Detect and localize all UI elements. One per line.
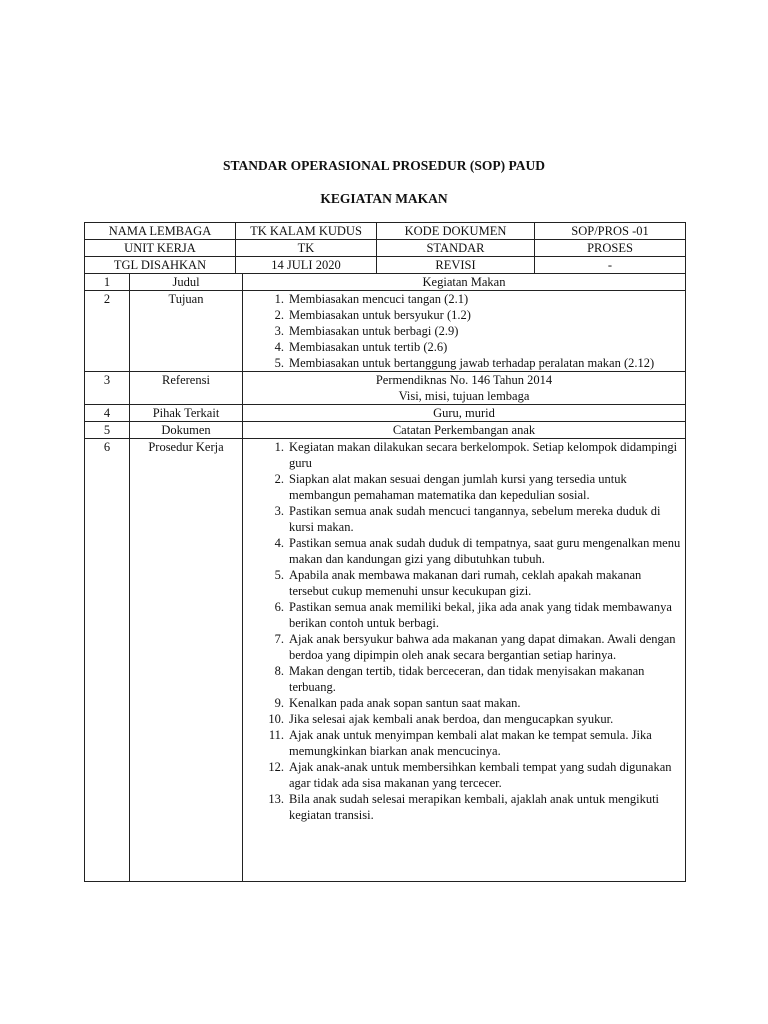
list-item [243,695,681,711]
row-number: 5 [85,422,130,439]
row-value: Catatan Perkembangan anak [243,422,686,439]
document-info-table [84,222,686,274]
row-label: Dokumen [130,422,243,439]
list-item-text: Membiasakan untuk bersyukur (1.2) [289,308,471,322]
list-item-text: Apabila anak membawa makanan dari rumah, ceklah apakah makanan tersebut cukup memenuhi unsur kecukupan gizi. [289,568,642,598]
row-prosedur-kerja [85,439,686,882]
referensi-line: Visi, misi, tujuan lembaga [398,389,530,403]
sop-content-table [84,273,686,882]
list-item-number: 3. [274,504,284,518]
list-item-number: 1. [274,440,284,454]
list-item [243,503,681,535]
info-label-cell: REVISI [377,257,535,274]
list-item-number: 4. [274,340,284,354]
list-item-text: Pastikan semua anak sudah mencuci tangannya, sebelum mereka duduk di kursi makan. [289,504,661,534]
info-value-cell: TK [236,240,377,257]
list-item-text: Ajak anak untuk menyimpan kembali alat makan ke tempat semula. Jika memungkinkan biarkan anak mencucinya. [289,728,652,758]
list-item-number: 1. [274,292,284,306]
info-row [85,257,686,274]
row-label: Judul [130,274,243,291]
list-item-text: Makan dengan tertib, tidak berceceran, dan tidak menyisakan makanan terbuang. [289,664,645,694]
tujuan-list-cell [243,291,686,372]
list-item-text: Membiasakan untuk tertib (2.6) [289,340,448,354]
row-number: 2 [85,291,130,372]
list-item [243,599,681,631]
info-row [85,240,686,257]
list-item-number: 7. [274,632,284,646]
list-item-number: 4. [274,536,284,550]
prosedur-list [243,439,681,823]
list-item [243,323,681,339]
list-item-number: 5. [274,356,284,370]
list-item-number: 2. [274,308,284,322]
list-item [243,339,681,355]
document-subtitle: KEGIATAN MAKAN [320,191,448,206]
info-label-cell: NAMA LEMBAGA [85,223,236,240]
row-pihak-terkait [85,405,686,422]
list-item-number: 6. [274,600,284,614]
row-number: 3 [85,372,130,405]
document-title: STANDAR OPERASIONAL PROSEDUR (SOP) PAUD [222,158,546,173]
list-item-text: Kenalkan pada anak sopan santun saat makan. [289,696,521,710]
row-label: Prosedur Kerja [130,439,243,882]
list-item-number: 9. [274,696,284,710]
list-item-number: 3. [274,324,284,338]
row-number: 1 [85,274,130,291]
list-item [243,439,681,471]
row-judul [85,274,686,291]
list-item-number: 11. [268,728,284,742]
info-label-cell: KODE DOKUMEN [377,223,535,240]
list-item-text: Ajak anak-anak untuk membersihkan kembali tempat yang sudah digunakan agar tidak ada sisa makanan yang tercecer. [289,760,672,790]
list-item-text: Pastikan semua anak sudah duduk di tempatnya, saat guru mengenalkan menu makan dan kandungan gizi yang dibutuhkan tubuh. [289,536,681,566]
row-label: Pihak Terkait [130,405,243,422]
list-item-text: Kegiatan makan dilakukan secara berkelompok. Setiap kelompok didampingi guru [289,440,678,470]
list-item-text: Siapkan alat makan sesuai dengan jumlah kursi yang tersedia untuk membangun pemahaman matematika dan kepedulian sosial. [289,472,627,502]
list-item-text: Membiasakan mencuci tangan (2.1) [289,292,469,306]
info-value-cell: TK KALAM KUDUS [236,223,377,240]
list-item [243,535,681,567]
referensi-line: Permendiknas No. 146 Tahun 2014 [375,373,553,387]
list-item [243,631,681,663]
list-item-text: Bila anak sudah selesai merapikan kembali, ajaklah anak untuk mengikuti kegiatan transisi. [289,792,660,822]
list-item [243,711,681,727]
list-item [243,307,681,323]
list-item [243,727,681,759]
info-label-cell: TGL DISAHKAN [85,257,236,274]
row-label: Tujuan [130,291,243,372]
row-value: Kegiatan Makan [243,274,686,291]
info-value-cell: - [535,257,686,274]
row-dokumen [85,422,686,439]
list-item [243,291,681,307]
list-item [243,791,681,823]
row-number: 4 [85,405,130,422]
list-item [243,663,681,695]
list-item [243,759,681,791]
info-value-cell: 14 JULI 2020 [236,257,377,274]
list-item-number: 8. [274,664,284,678]
info-value-cell: SOP/PROS -01 [535,223,686,240]
list-item-number: 12. [268,760,284,774]
list-item [243,355,681,371]
info-label-cell: STANDAR [377,240,535,257]
list-item-number: 5. [274,568,284,582]
prosedur-list-cell [243,439,686,882]
row-value: Guru, murid [243,405,686,422]
tujuan-list [243,291,681,371]
list-item-text: Pastikan semua anak memiliki bekal, jika ada anak yang tidak membawanya berikan contoh untuk berbagi. [289,600,672,630]
list-item-number: 2. [274,472,284,486]
row-referensi [85,372,686,405]
list-item-number: 10. [268,712,284,726]
list-item-text: Jika selesai ajak kembali anak berdoa, dan mengucapkan syukur. [289,712,614,726]
info-value-cell: PROSES [535,240,686,257]
referensi-value [243,372,686,405]
list-item-text: Ajak anak bersyukur bahwa ada makanan yang dapat dimakan. Awali dengan berdoa yang dipimpin oleh anak secara bergantian setiap harinya. [289,632,676,662]
document-info-body [85,223,686,274]
row-tujuan [85,291,686,372]
list-item-text: Membiasakan untuk berbagi (2.9) [289,324,459,338]
info-row [85,223,686,240]
list-item-text: Membiasakan untuk bertanggung jawab terhadap peralatan makan (2.12) [289,356,655,370]
list-item [243,567,681,599]
list-item-number: 13. [268,792,284,806]
info-label-cell: UNIT KERJA [85,240,236,257]
row-label: Referensi [130,372,243,405]
row-number: 6 [85,439,130,882]
list-item [243,471,681,503]
